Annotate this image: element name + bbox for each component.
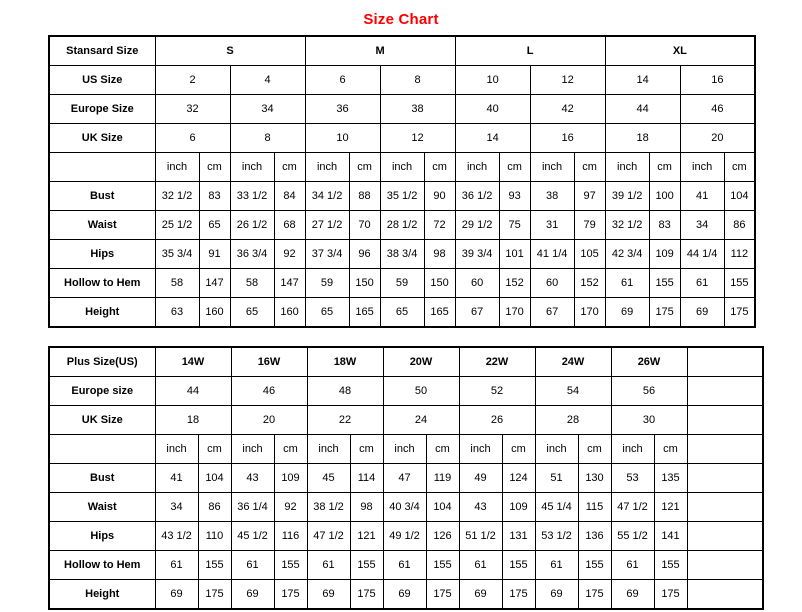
cell: 72 bbox=[424, 211, 455, 240]
table-row-waist bbox=[49, 493, 763, 522]
cell: 69 bbox=[383, 580, 426, 610]
cell: 49 1/2 bbox=[383, 522, 426, 551]
cell: 8 bbox=[230, 124, 305, 153]
cell: 38 bbox=[530, 182, 574, 211]
cell: 67 bbox=[530, 298, 574, 328]
cell: 31 bbox=[530, 211, 574, 240]
cell: 43 bbox=[231, 464, 274, 493]
cell: 69 bbox=[459, 580, 502, 610]
cell: 130 bbox=[578, 464, 611, 493]
cell: 68 bbox=[274, 211, 305, 240]
table-row-group-header bbox=[49, 347, 763, 377]
unit-cell: inch bbox=[535, 435, 578, 464]
cell: 79 bbox=[574, 211, 605, 240]
cell: 53 1/2 bbox=[535, 522, 578, 551]
cell: 98 bbox=[350, 493, 383, 522]
cell: 170 bbox=[499, 298, 530, 328]
cell: 35 1/2 bbox=[380, 182, 424, 211]
cell: 61 bbox=[680, 269, 724, 298]
unit-row-label bbox=[49, 153, 155, 182]
cell: 155 bbox=[274, 551, 307, 580]
row-label-europe-size: Europe size bbox=[49, 377, 155, 406]
unit-cell: cm bbox=[198, 435, 231, 464]
cell: 65 bbox=[305, 298, 349, 328]
cell: 65 bbox=[199, 211, 230, 240]
unit-cell: inch bbox=[307, 435, 350, 464]
cell: 150 bbox=[349, 269, 380, 298]
cell: 26 bbox=[459, 406, 535, 435]
cell: 29 1/2 bbox=[455, 211, 499, 240]
unit-cell: inch bbox=[680, 153, 724, 182]
table-row-height bbox=[49, 580, 763, 610]
cell: 6 bbox=[155, 124, 230, 153]
cell: 114 bbox=[350, 464, 383, 493]
cell: 91 bbox=[199, 240, 230, 269]
cell: 14 bbox=[605, 66, 680, 95]
cell: 175 bbox=[502, 580, 535, 610]
cell: 40 3/4 bbox=[383, 493, 426, 522]
unit-cell: inch bbox=[530, 153, 574, 182]
size-group-24w: 24W bbox=[535, 347, 611, 377]
table-row-uk-size bbox=[49, 406, 763, 435]
cell: 109 bbox=[649, 240, 680, 269]
cell: 100 bbox=[649, 182, 680, 211]
table-row-hollow-to-hem bbox=[49, 551, 763, 580]
cell: 165 bbox=[424, 298, 455, 328]
cell: 2 bbox=[155, 66, 230, 95]
cell: 175 bbox=[724, 298, 755, 328]
unit-cell: cm bbox=[274, 435, 307, 464]
cell: 24 bbox=[383, 406, 459, 435]
cell: 92 bbox=[274, 493, 307, 522]
cell: 147 bbox=[274, 269, 305, 298]
cell: 124 bbox=[502, 464, 535, 493]
row-label-uk-size: UK Size bbox=[49, 406, 155, 435]
row-label-uk-size: UK Size bbox=[49, 124, 155, 153]
cell: 86 bbox=[724, 211, 755, 240]
unit-row-label bbox=[49, 435, 155, 464]
cell: 12 bbox=[380, 124, 455, 153]
cell: 152 bbox=[499, 269, 530, 298]
cell: 155 bbox=[724, 269, 755, 298]
cell: 175 bbox=[649, 298, 680, 328]
cell: 49 bbox=[459, 464, 502, 493]
cell: 46 bbox=[680, 95, 755, 124]
cell: 92 bbox=[274, 240, 305, 269]
cell: 175 bbox=[654, 580, 687, 610]
size-group-18w: 18W bbox=[307, 347, 383, 377]
cell: 160 bbox=[274, 298, 305, 328]
row-label-hollow-to-hem: Hollow to Hem bbox=[49, 551, 155, 580]
cell: 32 bbox=[155, 95, 230, 124]
unit-cell: cm bbox=[424, 153, 455, 182]
size-group-16w: 16W bbox=[231, 347, 307, 377]
cell: 41 bbox=[680, 182, 724, 211]
unit-cell: inch bbox=[231, 435, 274, 464]
table-row-uk-size bbox=[49, 124, 755, 153]
empty-cell bbox=[687, 377, 763, 406]
cell: 53 bbox=[611, 464, 654, 493]
unit-cell: cm bbox=[426, 435, 459, 464]
table-row-hips bbox=[49, 522, 763, 551]
cell: 18 bbox=[605, 124, 680, 153]
cell: 69 bbox=[307, 580, 350, 610]
cell: 59 bbox=[380, 269, 424, 298]
cell: 135 bbox=[654, 464, 687, 493]
cell: 61 bbox=[605, 269, 649, 298]
cell: 61 bbox=[155, 551, 198, 580]
unit-cell: cm bbox=[499, 153, 530, 182]
cell: 34 bbox=[155, 493, 198, 522]
table-row-us-size bbox=[49, 66, 755, 95]
empty-cell bbox=[687, 464, 763, 493]
cell: 47 bbox=[383, 464, 426, 493]
cell: 44 bbox=[605, 95, 680, 124]
cell: 37 3/4 bbox=[305, 240, 349, 269]
cell: 110 bbox=[198, 522, 231, 551]
unit-cell: cm bbox=[350, 435, 383, 464]
cell: 69 bbox=[231, 580, 274, 610]
cell: 175 bbox=[578, 580, 611, 610]
size-group-s: S bbox=[155, 36, 305, 66]
row-label-height: Height bbox=[49, 580, 155, 610]
cell: 69 bbox=[155, 580, 198, 610]
cell: 104 bbox=[426, 493, 459, 522]
cell: 65 bbox=[380, 298, 424, 328]
row-label-waist: Waist bbox=[49, 493, 155, 522]
row-label-us-size: US Size bbox=[49, 66, 155, 95]
cell: 175 bbox=[350, 580, 383, 610]
cell: 155 bbox=[426, 551, 459, 580]
cell: 109 bbox=[502, 493, 535, 522]
cell: 45 bbox=[307, 464, 350, 493]
cell: 61 bbox=[459, 551, 502, 580]
cell: 47 1/2 bbox=[611, 493, 654, 522]
cell: 50 bbox=[383, 377, 459, 406]
cell: 33 1/2 bbox=[230, 182, 274, 211]
cell: 69 bbox=[611, 580, 654, 610]
cell: 69 bbox=[605, 298, 649, 328]
size-group-20w: 20W bbox=[383, 347, 459, 377]
cell: 90 bbox=[424, 182, 455, 211]
cell: 10 bbox=[455, 66, 530, 95]
cell: 56 bbox=[611, 377, 687, 406]
table-row-europe-size bbox=[49, 377, 763, 406]
cell: 83 bbox=[649, 211, 680, 240]
row-label-waist: Waist bbox=[49, 211, 155, 240]
cell: 47 1/2 bbox=[307, 522, 350, 551]
cell: 52 bbox=[459, 377, 535, 406]
size-group-22w: 22W bbox=[459, 347, 535, 377]
cell: 16 bbox=[530, 124, 605, 153]
table-row-bust bbox=[49, 464, 763, 493]
cell: 119 bbox=[426, 464, 459, 493]
cell: 96 bbox=[349, 240, 380, 269]
cell: 45 1/2 bbox=[231, 522, 274, 551]
page-title: Size Chart bbox=[363, 11, 439, 28]
cell: 155 bbox=[654, 551, 687, 580]
cell: 32 1/2 bbox=[155, 182, 199, 211]
cell: 60 bbox=[455, 269, 499, 298]
cell: 155 bbox=[649, 269, 680, 298]
cell: 63 bbox=[155, 298, 199, 328]
cell: 105 bbox=[574, 240, 605, 269]
unit-cell: cm bbox=[349, 153, 380, 182]
cell: 136 bbox=[578, 522, 611, 551]
cell: 93 bbox=[499, 182, 530, 211]
cell: 27 1/2 bbox=[305, 211, 349, 240]
cell: 38 bbox=[380, 95, 455, 124]
row-label-bust: Bust bbox=[49, 182, 155, 211]
cell: 152 bbox=[574, 269, 605, 298]
cell: 69 bbox=[535, 580, 578, 610]
table-row-units bbox=[49, 435, 763, 464]
unit-cell: inch bbox=[455, 153, 499, 182]
cell: 155 bbox=[198, 551, 231, 580]
cell: 58 bbox=[230, 269, 274, 298]
standard-size-table bbox=[48, 35, 756, 328]
cell: 34 1/2 bbox=[305, 182, 349, 211]
cell: 41 bbox=[155, 464, 198, 493]
cell: 61 bbox=[611, 551, 654, 580]
plus-size-table bbox=[48, 346, 764, 610]
cell: 36 3/4 bbox=[230, 240, 274, 269]
unit-cell: cm bbox=[649, 153, 680, 182]
row-label-europe-size: Europe Size bbox=[49, 95, 155, 124]
cell: 155 bbox=[502, 551, 535, 580]
table-row-hollow-to-hem bbox=[49, 269, 755, 298]
cell: 147 bbox=[199, 269, 230, 298]
cell: 88 bbox=[349, 182, 380, 211]
cell: 44 bbox=[155, 377, 231, 406]
cell: 61 bbox=[231, 551, 274, 580]
table-row-europe-size bbox=[49, 95, 755, 124]
cell: 116 bbox=[274, 522, 307, 551]
cell: 45 1/4 bbox=[535, 493, 578, 522]
cell: 86 bbox=[198, 493, 231, 522]
cell: 121 bbox=[654, 493, 687, 522]
unit-cell: inch bbox=[459, 435, 502, 464]
cell: 141 bbox=[654, 522, 687, 551]
empty-cell bbox=[687, 522, 763, 551]
cell: 44 1/4 bbox=[680, 240, 724, 269]
cell: 34 bbox=[230, 95, 305, 124]
cell: 101 bbox=[499, 240, 530, 269]
cell: 165 bbox=[349, 298, 380, 328]
plus-size-chart bbox=[48, 346, 754, 610]
cell: 61 bbox=[383, 551, 426, 580]
table-row-height bbox=[49, 298, 755, 328]
cell: 20 bbox=[680, 124, 755, 153]
size-group-26w: 26W bbox=[611, 347, 687, 377]
unit-cell: inch bbox=[155, 435, 198, 464]
cell: 115 bbox=[578, 493, 611, 522]
cell: 61 bbox=[535, 551, 578, 580]
cell: 175 bbox=[198, 580, 231, 610]
cell: 10 bbox=[305, 124, 380, 153]
cell: 35 3/4 bbox=[155, 240, 199, 269]
cell: 131 bbox=[502, 522, 535, 551]
unit-cell: cm bbox=[654, 435, 687, 464]
unit-cell: inch bbox=[605, 153, 649, 182]
table-row-waist bbox=[49, 211, 755, 240]
cell: 4 bbox=[230, 66, 305, 95]
unit-cell: cm bbox=[274, 153, 305, 182]
cell: 48 bbox=[307, 377, 383, 406]
cell: 175 bbox=[274, 580, 307, 610]
table-row-group-header bbox=[49, 36, 755, 66]
cell: 8 bbox=[380, 66, 455, 95]
cell: 70 bbox=[349, 211, 380, 240]
cell: 175 bbox=[426, 580, 459, 610]
cell: 36 1/2 bbox=[455, 182, 499, 211]
cell: 67 bbox=[455, 298, 499, 328]
cell: 61 bbox=[307, 551, 350, 580]
cell: 26 1/2 bbox=[230, 211, 274, 240]
table-row-units bbox=[49, 153, 755, 182]
cell: 98 bbox=[424, 240, 455, 269]
cell: 46 bbox=[231, 377, 307, 406]
unit-cell: cm bbox=[724, 153, 755, 182]
cell: 59 bbox=[305, 269, 349, 298]
cell: 43 1/2 bbox=[155, 522, 198, 551]
plus-corner-label: Plus Size(US) bbox=[49, 347, 155, 377]
unit-cell: inch bbox=[305, 153, 349, 182]
unit-cell: cm bbox=[199, 153, 230, 182]
unit-cell: cm bbox=[574, 153, 605, 182]
cell: 84 bbox=[274, 182, 305, 211]
cell: 38 1/2 bbox=[307, 493, 350, 522]
cell: 155 bbox=[578, 551, 611, 580]
table-row-hips bbox=[49, 240, 755, 269]
cell: 25 1/2 bbox=[155, 211, 199, 240]
cell: 65 bbox=[230, 298, 274, 328]
cell: 39 1/2 bbox=[605, 182, 649, 211]
row-label-bust: Bust bbox=[49, 464, 155, 493]
standard-corner-label: Stansard Size bbox=[49, 36, 155, 66]
cell: 36 bbox=[305, 95, 380, 124]
empty-cell bbox=[687, 406, 763, 435]
cell: 60 bbox=[530, 269, 574, 298]
cell: 14 bbox=[455, 124, 530, 153]
empty-cell bbox=[687, 551, 763, 580]
cell: 36 1/4 bbox=[231, 493, 274, 522]
cell: 155 bbox=[350, 551, 383, 580]
cell: 112 bbox=[724, 240, 755, 269]
size-group-xl: XL bbox=[605, 36, 755, 66]
cell: 121 bbox=[350, 522, 383, 551]
size-group-14w: 14W bbox=[155, 347, 231, 377]
cell: 75 bbox=[499, 211, 530, 240]
cell: 28 1/2 bbox=[380, 211, 424, 240]
cell: 51 1/2 bbox=[459, 522, 502, 551]
row-label-hips: Hips bbox=[49, 240, 155, 269]
cell: 6 bbox=[305, 66, 380, 95]
cell: 42 3/4 bbox=[605, 240, 649, 269]
cell: 41 1/4 bbox=[530, 240, 574, 269]
cell: 12 bbox=[530, 66, 605, 95]
size-group-l: L bbox=[455, 36, 605, 66]
table-divider bbox=[0, 328, 802, 346]
unit-cell: cm bbox=[502, 435, 535, 464]
cell: 20 bbox=[231, 406, 307, 435]
cell: 16 bbox=[680, 66, 755, 95]
cell: 18 bbox=[155, 406, 231, 435]
unit-cell: inch bbox=[230, 153, 274, 182]
empty-cell bbox=[687, 347, 763, 377]
cell: 97 bbox=[574, 182, 605, 211]
cell: 22 bbox=[307, 406, 383, 435]
cell: 38 3/4 bbox=[380, 240, 424, 269]
cell: 69 bbox=[680, 298, 724, 328]
cell: 83 bbox=[199, 182, 230, 211]
empty-cell bbox=[687, 580, 763, 610]
cell: 109 bbox=[274, 464, 307, 493]
cell: 104 bbox=[724, 182, 755, 211]
row-label-height: Height bbox=[49, 298, 155, 328]
cell: 55 1/2 bbox=[611, 522, 654, 551]
cell: 51 bbox=[535, 464, 578, 493]
cell: 30 bbox=[611, 406, 687, 435]
cell: 104 bbox=[198, 464, 231, 493]
empty-cell bbox=[687, 435, 763, 464]
cell: 32 1/2 bbox=[605, 211, 649, 240]
unit-cell: inch bbox=[380, 153, 424, 182]
unit-cell: cm bbox=[578, 435, 611, 464]
cell: 43 bbox=[459, 493, 502, 522]
table-row-bust bbox=[49, 182, 755, 211]
cell: 160 bbox=[199, 298, 230, 328]
cell: 126 bbox=[426, 522, 459, 551]
size-group-m: M bbox=[305, 36, 455, 66]
standard-size-chart bbox=[48, 35, 754, 328]
unit-cell: inch bbox=[383, 435, 426, 464]
empty-cell bbox=[687, 493, 763, 522]
cell: 150 bbox=[424, 269, 455, 298]
unit-cell: inch bbox=[155, 153, 199, 182]
cell: 40 bbox=[455, 95, 530, 124]
cell: 34 bbox=[680, 211, 724, 240]
cell: 58 bbox=[155, 269, 199, 298]
cell: 28 bbox=[535, 406, 611, 435]
cell: 42 bbox=[530, 95, 605, 124]
cell: 39 3/4 bbox=[455, 240, 499, 269]
row-label-hollow-to-hem: Hollow to Hem bbox=[49, 269, 155, 298]
cell: 170 bbox=[574, 298, 605, 328]
unit-cell: inch bbox=[611, 435, 654, 464]
row-label-hips: Hips bbox=[49, 522, 155, 551]
cell: 54 bbox=[535, 377, 611, 406]
